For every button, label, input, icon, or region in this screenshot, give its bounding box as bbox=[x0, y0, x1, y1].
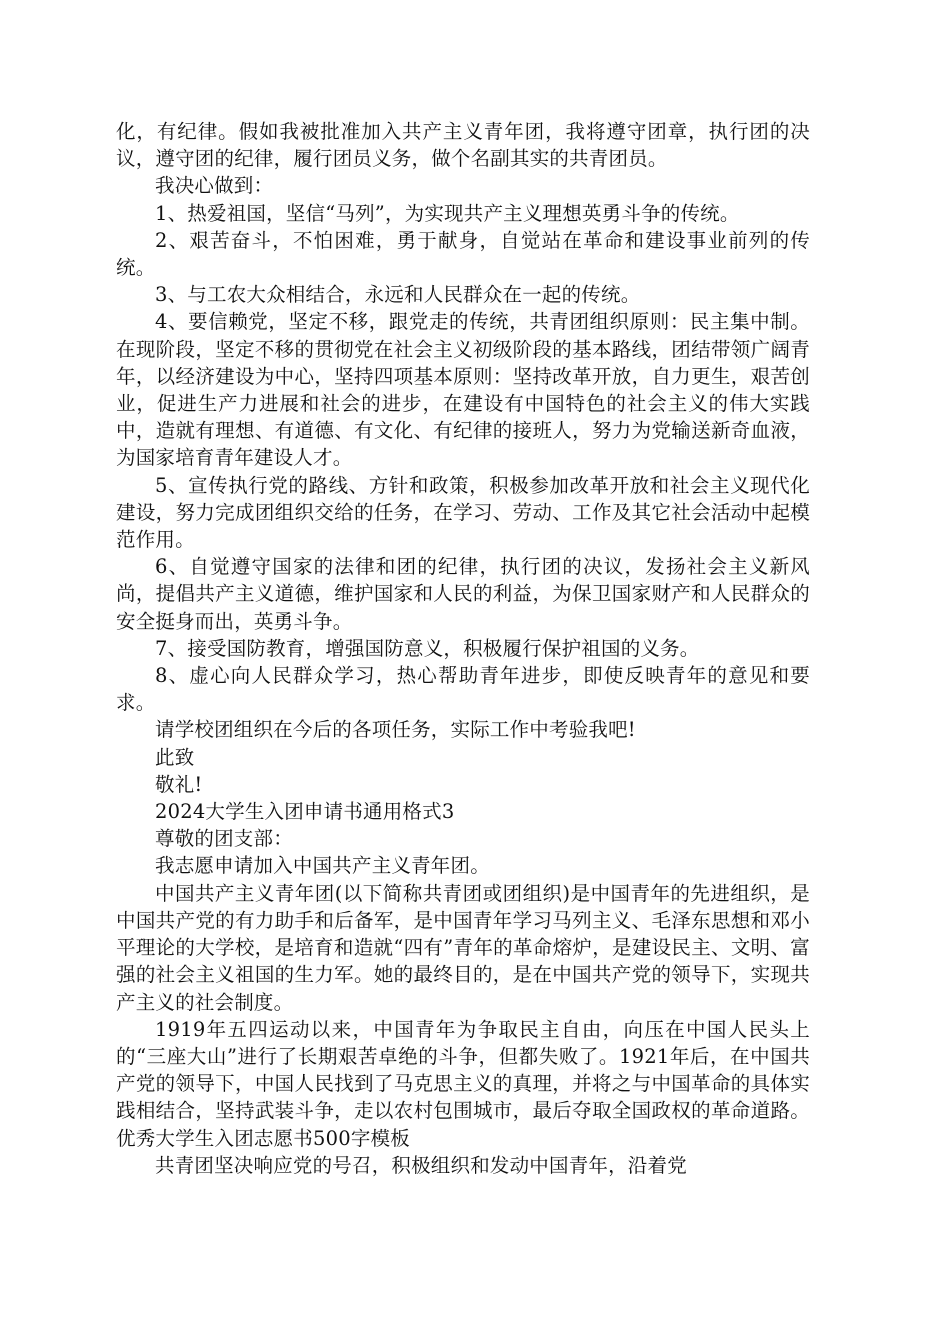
paragraph-history: 1919年五四运动以来，中国青年为争取民主自由，向压在中国人民头上的“三座大山”进行了长期艰苦卓绝的斗争，但都失败了。1921年后，在中国共产党的领导下，中国人民找到了马克思主义的真理，并将之与中国革命的具体实践相结合，坚持武装斗争，走以农村包围城市，最后夺取全国政权的革命道路。优秀大学生入团志愿书500字模板 bbox=[116, 1017, 810, 1150]
paragraph-continuation: 化，有纪律。假如我被批准加入共产主义青年团，我将遵守团章，执行团的决议，遵守团的纪律，履行团员义务，做个名副其实的共青团员。 bbox=[116, 120, 810, 171]
paragraph-request: 请学校团组织在今后的各项任务，实际工作中考验我吧! bbox=[155, 718, 636, 742]
paragraph-league-intro: 中国共产主义青年团(以下简称共青团或团组织)是中国青年的先进组织，是中国共产党的有力助手和后备军，是中国青年学习马列主义、毛泽东思想和邓小平理论的大学校，是培育和造就“四有”青年的革命熔炉，是建设民主、文明、富强的社会主义祖国的生力军。她的最终目的，是在中国共产党的领导下，实现共产主义的社会制度。 bbox=[116, 881, 810, 1014]
paragraph-item-3: 3、与工农大众相结合，永远和人民群众在一起的传统。 bbox=[155, 283, 641, 307]
paragraph-application: 我志愿申请加入中国共产主义青年团。 bbox=[155, 854, 490, 878]
paragraph-resolve-heading: 我决心做到： bbox=[155, 174, 274, 198]
paragraph-item-1: 1、热爱祖国，坚信“马列”，为实现共产主义理想英勇斗争的传统。 bbox=[155, 201, 740, 225]
paragraph-item-6: 6、自觉遵守国家的法律和团的纪律，执行团的决议，发扬社会主义新风尚，提倡共产主义道德，维护国家和人民的利益，为保卫国家财产和人民群众的安全挺身而出，英勇斗争。 bbox=[116, 555, 810, 633]
section-title: 2024大学生入团申请书通用格式3 bbox=[155, 800, 455, 824]
paragraph-item-7: 7、接受国防教育，增强国防意义，积极履行保护祖国的义务。 bbox=[155, 636, 700, 660]
document-page bbox=[116, 118, 810, 1179]
paragraph-salutation: 尊敬的团支部： bbox=[155, 827, 293, 851]
paragraph-item-2: 2、艰苦奋斗，不怕困难，勇于献身，自觉站在革命和建设事业前列的传统。 bbox=[116, 228, 810, 280]
paragraph-item-4: 4、要信赖党，坚定不移，跟党走的传统，共青团组织原则：民主集中制。在现阶段，坚定不移的贯彻党在社会主义初级阶段的基本路线，团结带领广阔青年，以经济建设为中心，坚持四项基本原则：坚持改革开放，自力更生，艰苦创业，促进生产力进展和社会的进步，在建设有中国特色的社会主义的伟大实践中，造就有理想、有道德、有文化、有纪律的接班人，努力为党输送新奇血液，为国家培育青年建设人才。 bbox=[116, 310, 810, 470]
paragraph-response: 共青团坚决响应党的号召，积极组织和发动中国青年，沿着党 bbox=[155, 1153, 687, 1177]
paragraph-closing-2: 敬礼! bbox=[155, 772, 203, 796]
paragraph-item-5: 5、宣传执行党的路线、方针和政策，积极参加改革开放和社会主义现代化建设，努力完成团组织交给的任务，在学习、劳动、工作及其它社会活动中起模范作用。 bbox=[116, 473, 810, 552]
paragraph-item-8: 8、虚心向人民群众学习，热心帮助青年进步，即使反映青年的意见和要求。 bbox=[116, 664, 810, 715]
paragraph-closing-1: 此致 bbox=[155, 745, 195, 769]
